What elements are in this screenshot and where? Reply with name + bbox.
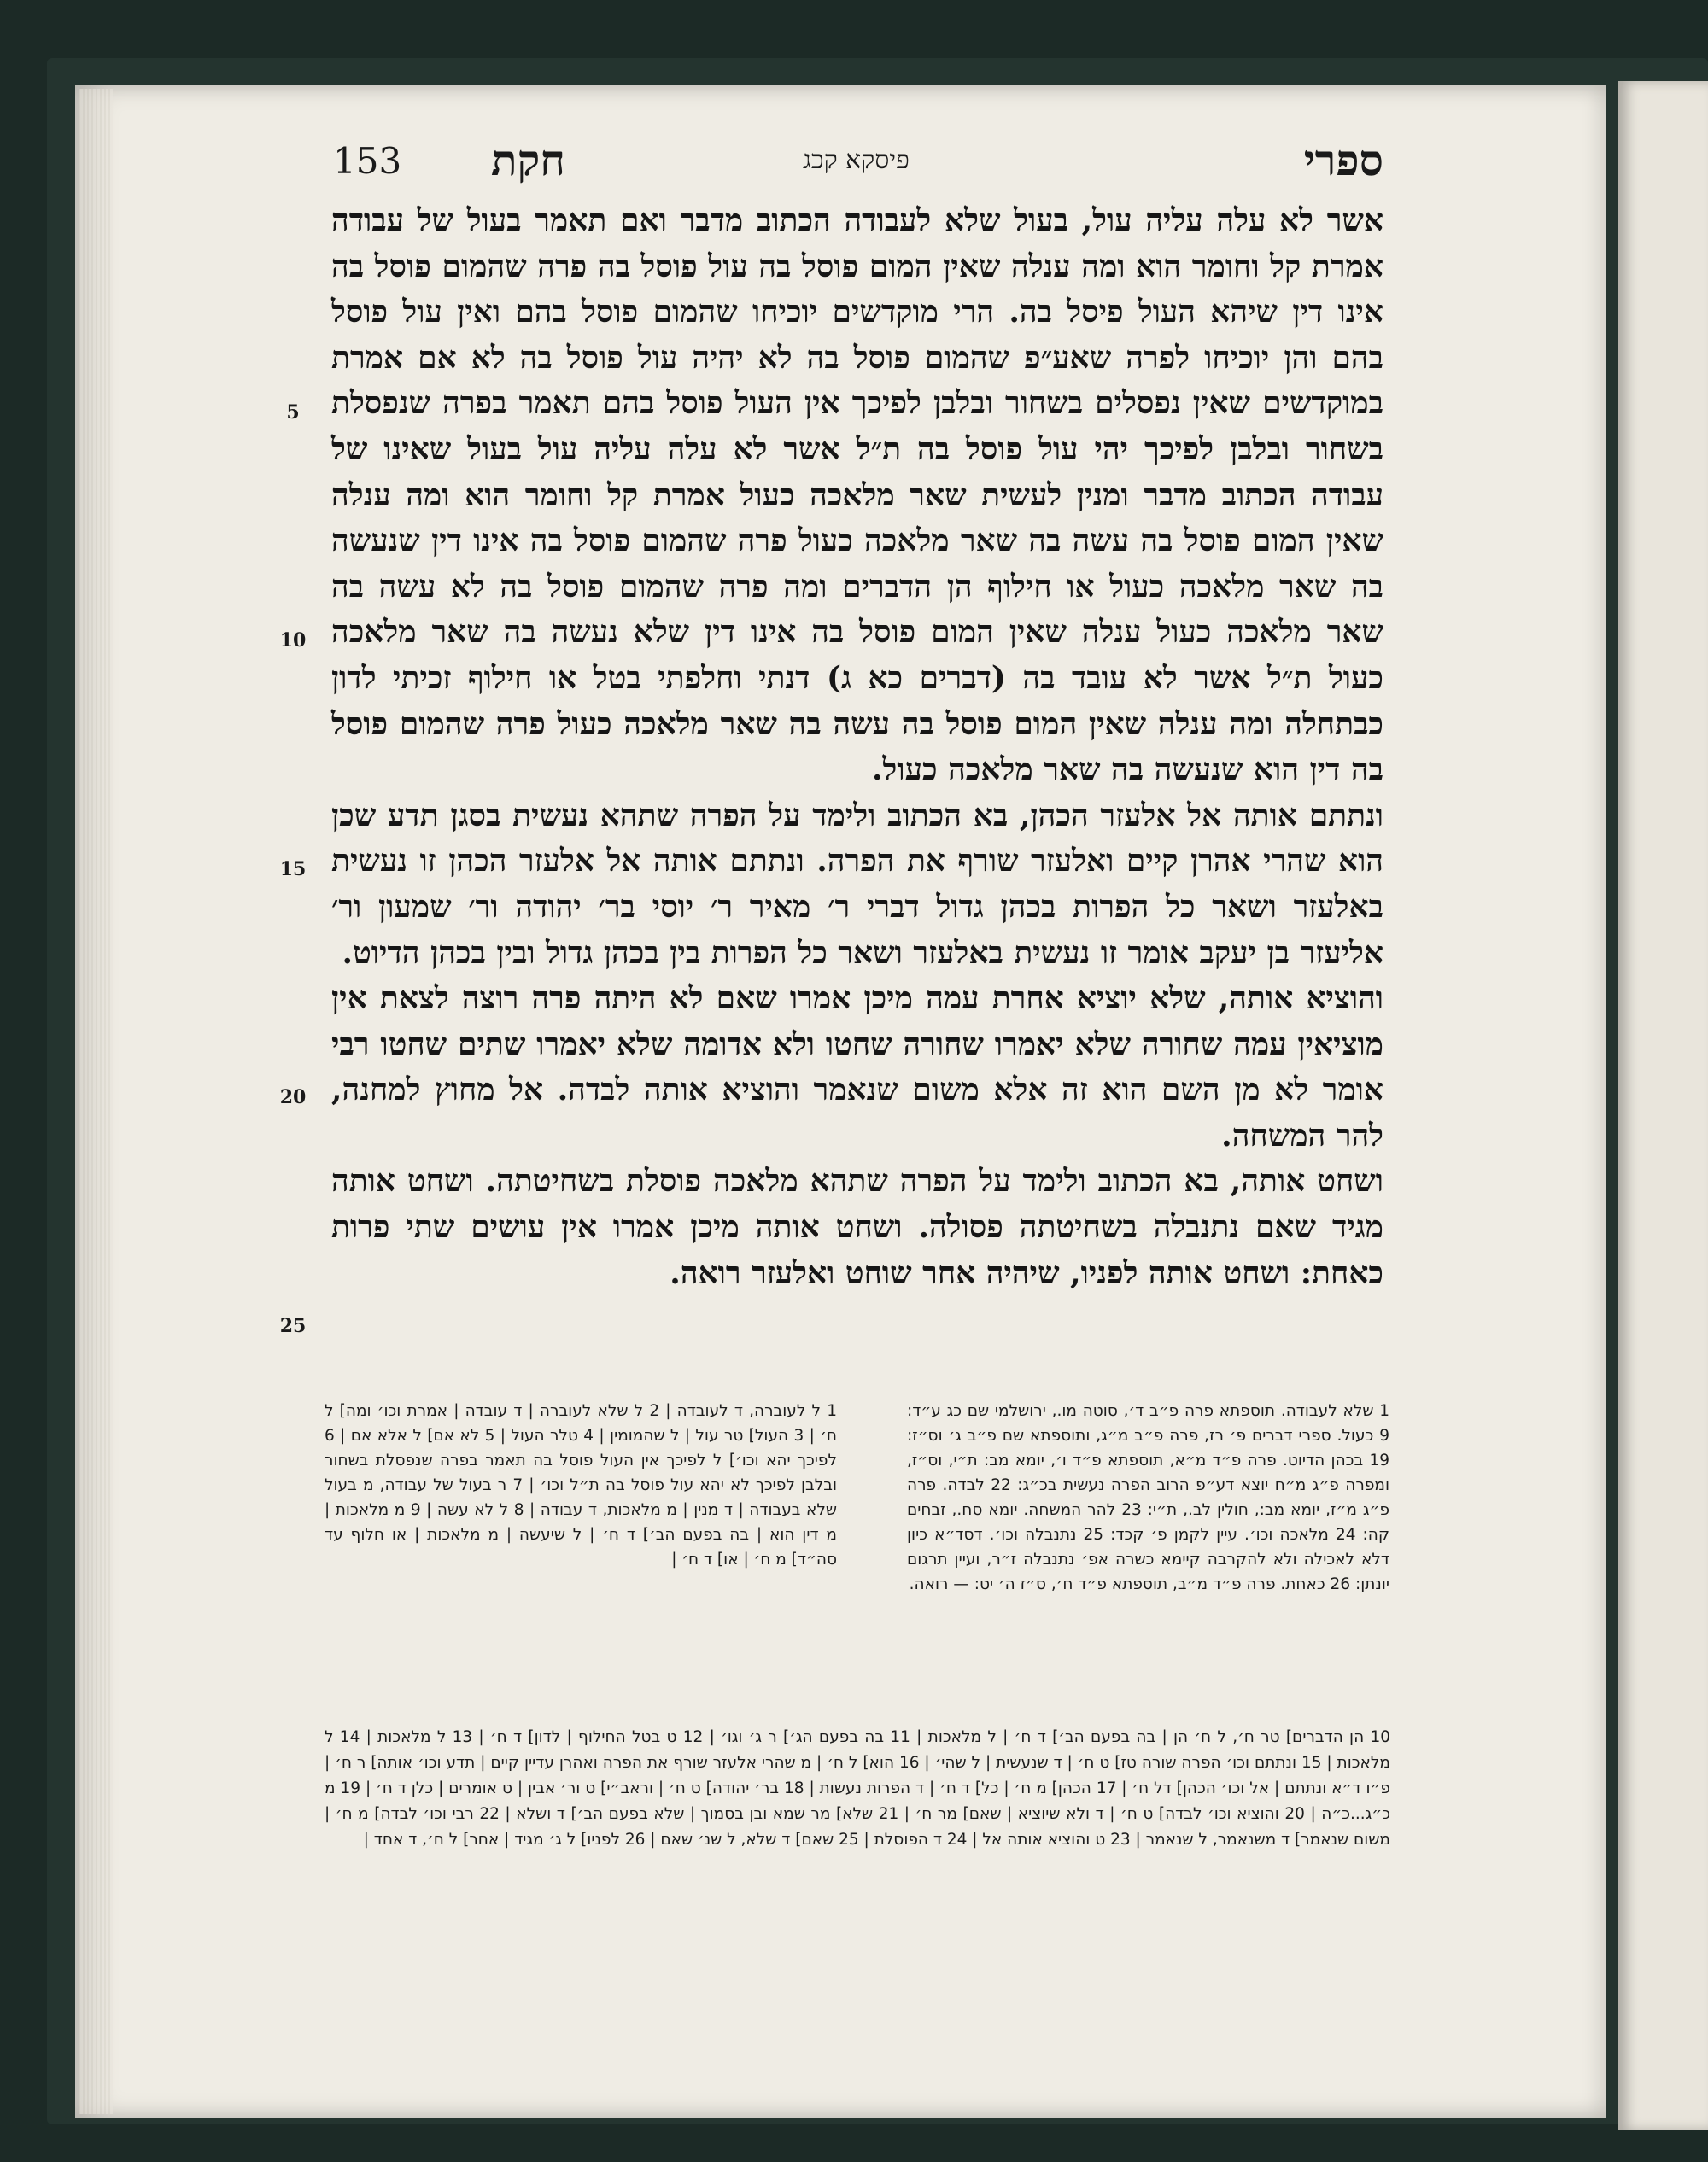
parsha-title: חקת xyxy=(491,135,565,185)
piska-label: פיסקא קכג xyxy=(803,145,910,175)
facing-page-edge xyxy=(1618,81,1708,2130)
main-text xyxy=(331,198,1383,1296)
footnotes-sources xyxy=(907,1399,1389,1597)
page-number: 153 xyxy=(333,140,402,182)
footnote-text: 1 שלא לעבודה. תוספתא פרה פ״ב ד׳, סוטה מו., ירושלמי שם כג ע״ד: 9 כעול. ספרי דברים פ׳ רז, פרה פ״ב מ״ג, ותוספתא שם פ״ב ג׳ וס״ז: 19 בכהן הדיוט. פרה פ״ד מ״א, תוספתא פ״ד ו׳, יומא מב: ת״י, וס״ז, ומפרה פ״ג מ״ח יוצא דע״פ הרוב הפרה נעשית בכ״ג: 22 לבדה. פרה פ״ג מ״ז, יומא מב:, חולין לב., ת״י: 23 להר המשחה. יומא סח., זבחים קה: 24 מלאכה וכו׳. עיין לקמן פ׳ קכד: 25 נתנבלה וכו׳. דסד״א כיון דלא לאכילה ולא להקרבה קיימא כשרה אפ׳ נתנבלה ז״ר, ועיין תרגום יונתן: 26 כאחת. פרה פ״ד מ״ב, תוספתא פ״ד ח׳, ס״ז ה׳ יט: — רואה. xyxy=(907,1402,1390,1593)
line-number: 25 xyxy=(279,1315,307,1337)
line-number: 15 xyxy=(279,858,307,880)
line-number: 20 xyxy=(279,1086,307,1108)
footnote-text: 1 ל לעוברה, ד לעובדה | 2 ל שלא לעוברה | ד עובדה | אמרת וכו׳ ומה] ל ח׳ | 3 העול] טר עול | ל שהמומין | 4 טלר העול | 5 לא אם] ל אלא אם | 6 לפיכך יהא וכו׳] ל לפיכך אין העול פוסל בה תאמר בפרה שנפסלת בשחור ובלבן לפיכך לא יהא עול פוסל בה ת״ל וכו׳ | 7 ר בעול של עבודה, מ בעול שלא בעבודה | ד מנין | מ מלאכות, ד עבודה | 8 ל לא עשה | 9 מ מלאכות | מ דין הוא | בה בפעם הב׳] ד ח׳ | ל שיעשה | מ מלאכות | או חלוף עד סה״ד] מ ח׳ | או] ד ח׳ | xyxy=(325,1402,838,1569)
main-paragraph: ונתתם אותה אל אלעזר הכהן, בא הכתוב ולימד על הפרה שתהא נעשית בסגן תדע שכן הוא שהרי אהרן קיים ואלעזר שורף את הפרה. ונתתם אותה אל אלעזר הכהן זו נעשית באלעזר ושאר כל הפרות בכהן גדול דברי ר׳ מאיר ר׳ יוסי בר׳ יהודה ור׳ שמעון ור׳ אליעזר בן יעקב אומר זו נעשית באלעזר ושאר כל הפרות בין בכהן גדול ובין בכהן הדיוט. xyxy=(331,797,1383,971)
book-title: ספרי xyxy=(1303,135,1383,185)
page-header xyxy=(325,128,1383,188)
footnote-text: 10 הן הדברים] טר ח׳, ל ח׳ הן | בה בפעם הב׳] ד ח׳ | ל מלאכות | 11 בה בפעם הג׳] ר ג׳ וגו׳ | 12 ט בטל החילוף | לדון] ד ח׳ | 13 ל מלאכות | 14 ל מלאכות | 15 ונתתם וכו׳ הפרה שורה טז] ט ח׳ | ד שנעשית | ל שהי׳ | 16 הוא] ל ח׳ | מ שהרי אלעזר שורף את הפרה ואהרן עדיין קיים | תדע וכו׳ אותה] ר ח׳ | פ״ו ד״א ונתתם | אל וכו׳ הכהן] דל ח׳ | 17 הכהן] מ ח׳ | כל] ד ח׳ | ד הפרות נעשות | 18 בר׳ יהודה] ט ח׳ | וראב״י] ט ור׳ אבין | ט אומרים | כלן ד ח׳ | 19 מ כ״ג...כ״ה | 20 והוציא וכו׳ לבדה] ט ח׳ | ד ולא שיוציא | שאם] מר ח׳ | 21 שלא] מר שמא ובן בסמוך | שלא בפעם הב׳] ד ושלא | 22 רבי וכו׳ לבדה] מ ח׳ | משום שנאמר] ד משנאמר, ל שנאמר | 23 ט והוציא אותה אל | 24 ד הפוסלת | 25 שאם] ד שלא, ל שנ׳ שאם | 26 לפניו] ל ג׳ מגיד | אחר] ל ח׳, ד אחד | xyxy=(325,1728,1391,1849)
main-paragraph: אשר לא עלה עליה עול, בעול שלא לעבודה הכתוב מדבר ואם תאמר בעול של עבודה אמרת קל וחומר הוא ומה ענלה שאין המום פוסל בה עול פוסל בה פרה שהמום פוסל בה אינו דין שיהא העול פיסל בה. הרי מוקדשים יוכיחו שהמום פוסל בהם ואין עול פוסל בהם והן יוכיחו לפרה שאע״פ שהמום פוסל בה לא יהיה עול פוסל בה לא אם אמרת במוקדשים שאין נפסלים בשחור ובלבן לפיכך אין העול פוסל בהם תאמר בפרה שנפסלת בשחור ובלבן לפיכך יהי עול פוסל בה ת״ל אשר לא עלה עליה עול בעול שאינו של עבודה הכתוב מדבר ומנין לעשית שאר מלאכה כעול אמרת קל וחומר הוא ומה ענלה שאין המום פוסל בה עשה בה שאר מלאכה כעול פרה שהמום פוסל בה אינו דין שנעשה בה שאר מלאכה כעול או חילוף הן הדברים ומה פרה שהמום פוסל בה לא עשה בה שאר מלאכה כעול ענלה שאין המום פוסל בה אינו דין שלא נעשה בה שאר מלאכה כעול ת״ל אשר לא עובד בה (דברים כא ג) דנתי וחלפתי בטל או חילוף זכיתי לדון כבתחלה ומה ענלה שאין המום פוסל בה עשה בה שאר מלאכה כעול פרה שהמום פוסל בה דין הוא שנעשה בה שאר מלאכה כעול. xyxy=(331,202,1383,788)
main-paragraph: והוציא אותה, שלא יוציא אחרת עמה מיכן אמרו שאם לא היתה פרה רוצה לצאת אין מוציאין עמה שחורה שלא יאמרו שחורה שחטו ולא אדומה שלא יאמרו שתים שחטו רבי אומר לא מן השם הוא זה אלא משום שנאמר והוציא אותה לבדה. אל מחוץ למחנה, להר המשחה. xyxy=(331,980,1384,1154)
main-paragraph: ושחט אותה, בא הכתוב ולימד על הפרה שתהא מלאכה פוסלת בשחיטתה. ושחט אותה מגיד שאם נתנבלה בשחיטתה פסולה. ושחט אותה מיכן אמרו אין עושים שתי פרות כאחת: ושחט אותה לפניו, שיהיה אחר שוחט ואלעזר רואה. xyxy=(331,1163,1383,1291)
page-edge-texture xyxy=(79,89,113,2114)
line-number: 5 xyxy=(286,401,300,424)
line-number: 10 xyxy=(279,629,307,652)
footnotes-variants xyxy=(325,1399,837,1572)
footnotes-variants-continued xyxy=(325,1725,1390,1853)
